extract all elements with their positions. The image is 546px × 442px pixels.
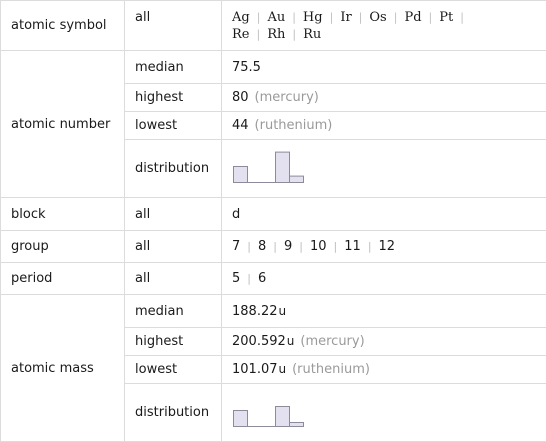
histogram-bar <box>290 422 304 426</box>
sub-label: lowest <box>125 112 222 140</box>
value <box>222 384 546 442</box>
lowest-value: 101.07 <box>232 362 278 377</box>
separator: | <box>247 272 251 285</box>
lowest-value: 44 <box>232 118 249 133</box>
symbol: Au <box>267 10 285 25</box>
element-note: (ruthenium) <box>255 118 333 133</box>
element-note: (mercury) <box>300 334 364 349</box>
group-number: 7 <box>232 239 240 254</box>
group-number: 12 <box>379 239 396 254</box>
separator: | <box>257 11 261 24</box>
histogram-bar <box>234 410 248 426</box>
symbol: Ir <box>340 10 351 25</box>
sub-label: all <box>125 198 222 231</box>
separator: | <box>330 11 334 24</box>
symbol-list <box>222 1 546 51</box>
value <box>222 231 546 263</box>
histogram-bar <box>276 406 290 426</box>
separator: | <box>292 28 296 41</box>
value <box>222 51 546 84</box>
histogram-bar <box>276 152 290 182</box>
value <box>222 140 546 198</box>
symbol: Ag <box>232 10 250 25</box>
sub-label: median <box>125 51 222 84</box>
sub-label: distribution <box>125 140 222 198</box>
property-label: atomic number <box>1 51 125 198</box>
histogram-bar <box>290 176 304 182</box>
separator: | <box>299 240 303 253</box>
row-atomic-number-median <box>1 51 546 84</box>
sub-label: lowest <box>125 356 222 384</box>
symbol: Rh <box>267 27 285 42</box>
sub-label: median <box>125 295 222 328</box>
atomic-mass-histogram <box>232 392 312 434</box>
property-label: group <box>1 231 125 263</box>
value <box>222 263 546 295</box>
separator: | <box>429 11 433 24</box>
separator: | <box>256 28 260 41</box>
sub-label: all <box>125 231 222 263</box>
element-note: (mercury) <box>255 90 319 105</box>
separator: | <box>334 240 338 253</box>
block-value: d <box>232 207 240 222</box>
row-period <box>1 263 546 295</box>
unit: u <box>279 304 287 318</box>
sub-label: all <box>125 263 222 295</box>
separator: | <box>292 11 296 24</box>
histogram-bar <box>234 166 248 182</box>
group-number: 8 <box>258 239 266 254</box>
value <box>222 356 546 384</box>
separator: | <box>247 240 251 253</box>
period-number: 6 <box>258 271 266 286</box>
property-label: period <box>1 263 125 295</box>
group-number: 11 <box>344 239 361 254</box>
value <box>222 295 546 328</box>
unit: u <box>279 362 287 376</box>
atomic-number-histogram <box>232 148 312 190</box>
period-number: 5 <box>232 271 240 286</box>
sub-label: distribution <box>125 384 222 442</box>
separator: | <box>460 11 464 24</box>
property-label: atomic symbol <box>1 1 125 51</box>
sub-label: all <box>125 1 222 51</box>
sub-label: highest <box>125 84 222 112</box>
symbol: Pd <box>404 10 421 25</box>
symbol: Pt <box>439 10 453 25</box>
property-label: atomic mass <box>1 295 125 442</box>
group-number: 10 <box>310 239 327 254</box>
value <box>222 328 546 356</box>
row-atomic-mass-median <box>1 295 546 328</box>
sub-label: highest <box>125 328 222 356</box>
symbol: Ru <box>303 27 321 42</box>
symbol: Os <box>369 10 386 25</box>
symbol: Hg <box>303 10 323 25</box>
symbol: Re <box>232 27 249 42</box>
unit: u <box>287 334 295 348</box>
element-note: (ruthenium) <box>292 362 370 377</box>
separator: | <box>359 11 363 24</box>
median-value: 188.22 <box>232 304 278 319</box>
separator: | <box>394 11 398 24</box>
value <box>222 112 546 140</box>
highest-value: 80 <box>232 90 249 105</box>
median-value: 75.5 <box>232 60 261 75</box>
value <box>222 198 546 231</box>
separator: | <box>368 240 372 253</box>
row-group <box>1 231 546 263</box>
property-label: block <box>1 198 125 231</box>
group-number: 9 <box>284 239 292 254</box>
value <box>222 84 546 112</box>
highest-value: 200.592 <box>232 334 286 349</box>
row-block <box>1 198 546 231</box>
separator: | <box>273 240 277 253</box>
row-atomic-symbol <box>1 1 546 51</box>
